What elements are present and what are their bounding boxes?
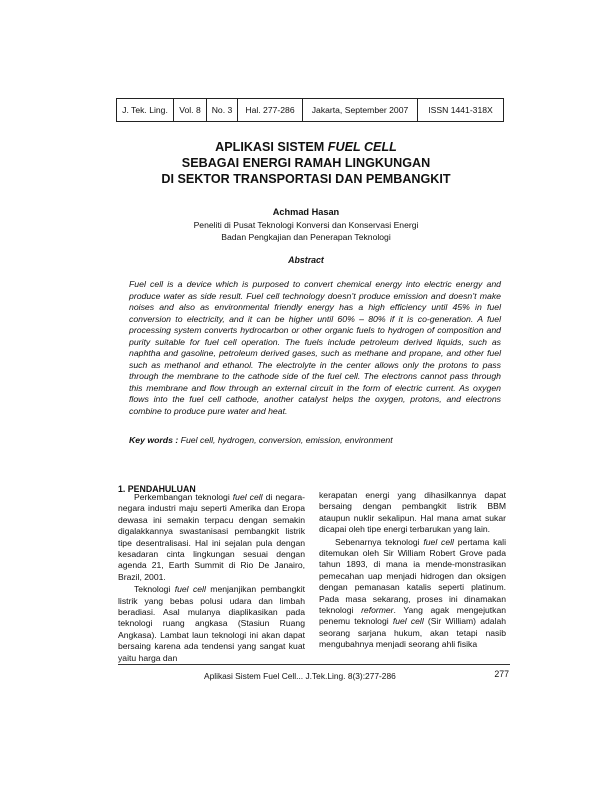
text-emphasis: fuel cell bbox=[392, 616, 424, 627]
journal-number: No. 3 bbox=[207, 99, 238, 122]
paragraph: kerapatan energi yang dihasilkannya dapat bersaing dengan pembangkit listrik BBM ataupun nuklir sekalipun. Hal mana amat sukar dicapai oleh tipe energi terbarukan yang lain. bbox=[319, 490, 506, 535]
text-run: Teknologi bbox=[134, 584, 175, 595]
keywords bbox=[129, 435, 509, 447]
abstract-text: Fuel cell is a device which is purposed to convert chemical energy into electric energy and produce water as side result. Fuel cell technology doesn’t produce emission and doesn’t make noises and also as environmental friendly energy has a high efficiency until 45% in fuel conversion to electricity, and it can be higher until 60% – 80% if it is co-generation. A fuel processing system converts hydrocarbon or other organic fuels to hydrogen of composition and purity suitable for fuel cell operation. The fuels include petroleum derived liquids, such as naphtha and gasoline, petroleum derived gases, such as methane and propane, and other fuel such as methanol and ethanol. The electrolyte in the center allows only the protons to pass through the membrane to the cathode side of the fuel cell. The electrons cannot pass through this membrane and flow through an external circuit in the form of electric current. As oxygen flows into the fuel cell cathode, another catalyst helps the oxygen, protons, and electrons combine to produce pure water and heat. bbox=[129, 279, 501, 416]
text-run: di negara-negara industri maju seperti Amerika dan Eropa dewasa ini semakin terpacu dengan semakin digalakkannya swastanisasi pembangkit listrik tipe desentralisasi. Hal ini sejalan pula dengan kesadaran cinta lingkungan sesuai dengan agenda 21, Earth Summit di Rio De Janairo, Brazil, 2001. bbox=[118, 492, 305, 582]
affiliation-line-2: Badan Pengkajian dan Penerapan Teknologi bbox=[221, 231, 391, 242]
title-line-3: DI SEKTOR TRANSPORTASI DAN PEMBANGKIT bbox=[161, 172, 451, 186]
text-emphasis: fuel cell bbox=[423, 536, 454, 547]
running-footer: Aplikasi Sistem Fuel Cell... J.Tek.Ling. 8(3):277-286 bbox=[204, 671, 396, 681]
journal-volume: Vol. 8 bbox=[174, 99, 207, 122]
paper-title bbox=[0, 139, 612, 187]
text-run: Sebenarnya teknologi bbox=[335, 536, 424, 547]
keywords-values: Fuel cell, hydrogen, conversion, emission, environment bbox=[180, 435, 393, 445]
paragraph bbox=[319, 537, 506, 651]
text-emphasis: reformer bbox=[361, 605, 394, 616]
journal-name: J. Tek. Ling. bbox=[117, 99, 174, 122]
journal-place-date: Jakarta, September 2007 bbox=[303, 99, 418, 122]
journal-pages: Hal. 277-286 bbox=[238, 99, 303, 122]
affiliation-line-1: Peneliti di Pusat Teknologi Konversi dan Konservasi Energi bbox=[193, 220, 419, 230]
footer-divider bbox=[118, 664, 510, 665]
author-name: Achmad Hasan bbox=[272, 207, 340, 217]
paragraph bbox=[118, 492, 305, 583]
right-column bbox=[319, 490, 506, 652]
author-affiliation bbox=[0, 220, 612, 243]
section-heading: 1. PENDAHULUAN bbox=[118, 484, 196, 494]
text-emphasis: fuel cell bbox=[232, 492, 263, 502]
journal-issn: ISSN 1441-318X bbox=[418, 99, 504, 122]
text-run: (Sir William) adalah seorang sarjana hukum, akan tetapi nasib mengubahnya menjadi seorang ahli fisika bbox=[319, 616, 506, 650]
title-line-1-prefix: APLIKASI SISTEM bbox=[215, 140, 328, 154]
journal-header-table bbox=[116, 98, 504, 122]
text-run: Perkembangan teknologi bbox=[134, 492, 233, 502]
text-run: . Yang agak mengejutkan penemu teknologi bbox=[319, 605, 507, 627]
title-line-1 bbox=[215, 140, 397, 154]
text-run: pertama kali ditemukan oleh Sir William Robert Grove pada tahun 1893, di mana ia mende-monstrasikan pemecahan uap menjadi hidrogen dan oksigen dengan pemanasan katalis seperti platinum. Pada masa sekarang, proses ini dinamakan teknologi bbox=[319, 536, 506, 616]
left-column bbox=[118, 492, 305, 665]
paragraph bbox=[118, 584, 305, 664]
title-line-1-emphasis: FUEL CELL bbox=[327, 140, 397, 154]
keywords-label: Key words : bbox=[129, 435, 179, 445]
title-line-2: SEBAGAI ENERGI RAMAH LINGKUNGAN bbox=[181, 156, 431, 170]
text-emphasis: fuel cell bbox=[174, 584, 206, 595]
page-number: 277 bbox=[494, 669, 509, 679]
text-run: menjanjikan pembangkit listrik yang bebas polusi udara dan limbah beradiasi. Asal mulanya diaplikasikan pada teknologi ruang angkasa (Stasiun Ruang Angkasa). Lambat laun teknologi ini akan dapat bersaing karena ada tendensi yang sangat kuat yaitu harga dan bbox=[118, 584, 305, 663]
abstract-heading: Abstract bbox=[288, 255, 324, 265]
